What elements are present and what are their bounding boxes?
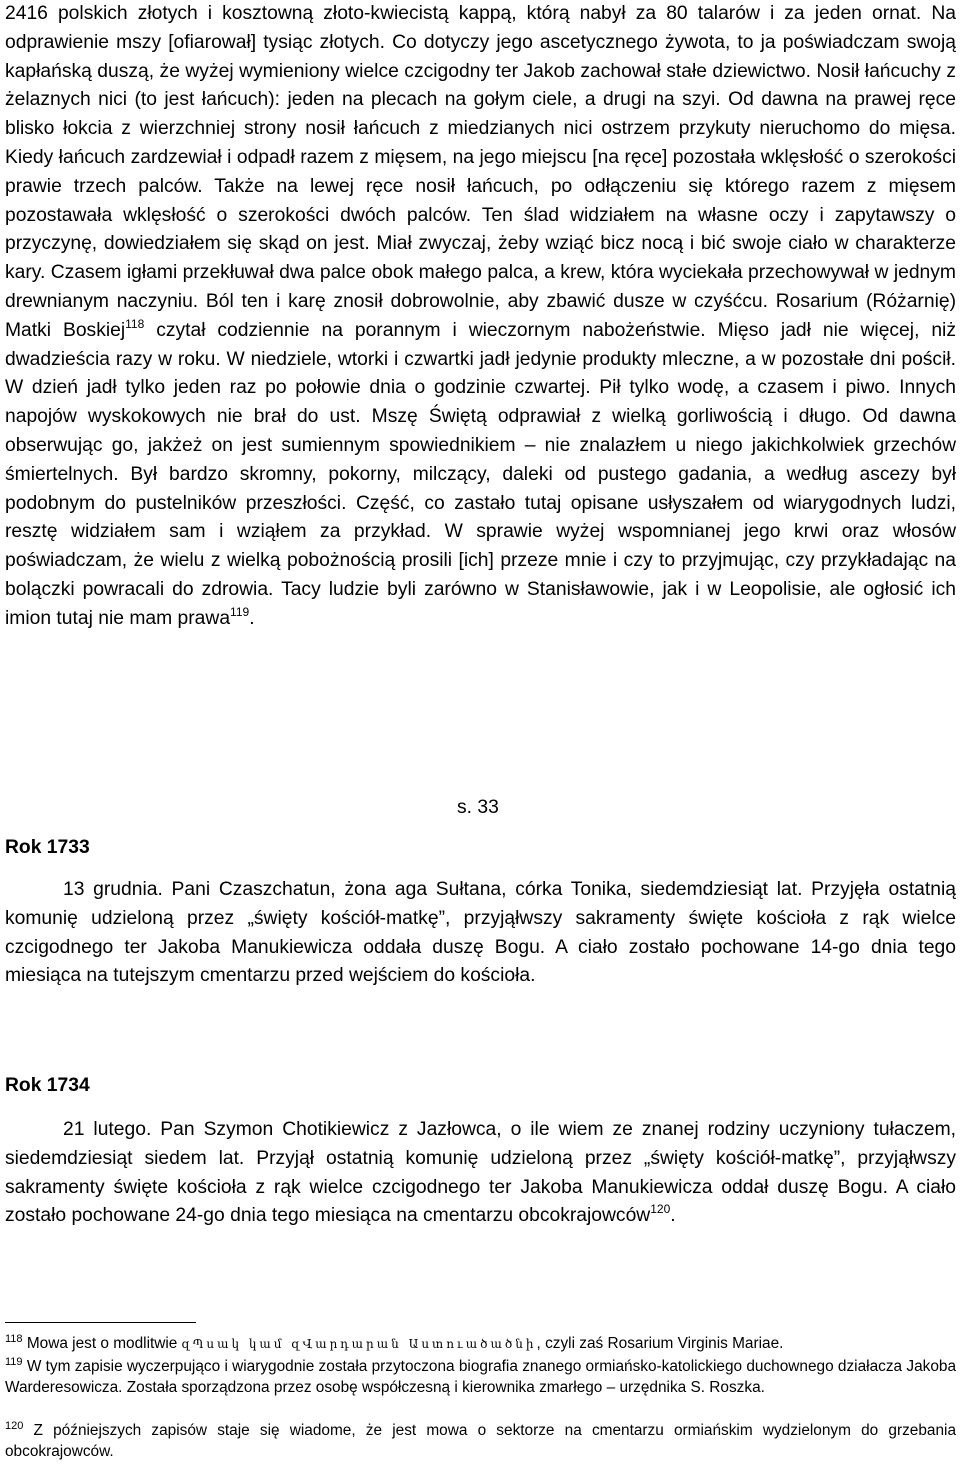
year-heading: Rok 1734	[5, 1075, 90, 1096]
year-heading: Rok 1733	[5, 837, 90, 858]
armenian-text: զՊսակ կամ զՎարդարան Աստուածածնի	[181, 1337, 537, 1351]
footnote-text: Mowa jest o modlitwie	[26, 1335, 182, 1352]
footnote-ref-120[interactable]: 120	[650, 1202, 671, 1217]
register-entry	[5, 876, 956, 991]
entry-text: 13 grudnia. Pani Czaszchatun, żona aga Sułtana, córka Tonika, siedemdziesiąt lat. Przyjęła ostatnią komunię udzieloną przez „święty kościół-matkę”, przyjąłwszy sakramenty święte kościoła z rąk wielce czcigodnego ter Jakoba Manukiewicza oddała duszę Bogu. A ciało zostało pochowane 14-go dnia tego miesiąca na tutejszym cmentarzu przed wejściem do kościoła.	[5, 879, 956, 987]
footnote	[5, 1333, 956, 1355]
footnote-number: 119	[5, 1356, 23, 1368]
footnote-text: , czyli zaś Rosarium Virginis Mariae.	[536, 1335, 784, 1352]
page-number: s. 33	[457, 797, 499, 818]
footnote-text: W tym zapisie wyczerpująco i wiarygodnie została przytoczona biografia znanego ormiańsko-katolickiego duchownego działacza Jakoba Warderesowicza. Została sporządzona przez osobę współczesną i kierownika zmarłego – urzędnika S. Roszka.	[5, 1358, 956, 1396]
footnote	[5, 1356, 956, 1398]
footnote-text: Z późniejszych zapisów staje się wiadome, że jest mowa o sektorze na cmentarzu ormiańskim wydzielonym do grzebania obcokrajowców.	[5, 1422, 957, 1460]
entry-text: 21 lutego. Pan Szymon Chotikiewicz z Jazłowca, o ile wiem ze znanej rodziny uczyniony tułaczem, siedemdziesiąt siedem lat. Przyjął ostatnią komunię udzieloną przez „święty kościół-matkę”, przyjąłwszy sakramenty święte kościoła z rąk wielce czcigodnego ter Jakoba Manukiewicza oddał duszę Bogu. A ciało zostało pochowane 24-go dnia tego miesiąca na cmentarzu obcokrajowców	[5, 1119, 956, 1227]
paragraph-text: 2416 polskich złotych i kosztowną złoto-kwiecistą kappą, którą nabył za 80 talarów i za jeden ornat. Na odprawienie mszy [ofiarował] tysiąc złotych. Co dotyczy jego ascetycznego żywota, to ja poświadczam swoją kapłańską duszą, że wyżej wymieniony wielce czcigodny ter Jakob zachował stałe dziewictwo. Nosił łańcuchy z żelaznych nici (to jest łańcuch): jeden na plecach na gołym ciele, a drugi na szyi. Od dawna na prawej ręce blisko łokcia z wierzchniej strony nosił łańcuch z miedzianych nici ostrzem przykuty nieruchomo do mięsa. Kiedy łańcuch zardzewiał i odpadł razem z mięsem, na jego miejscu [na ręce] pozostała wklęsłość o szerokości prawie trzech palców. Także na lewej ręce nosił łańcuch, po odłączeniu się którego razem z mięsem pozostawała wklęsłość o szerokości dwóch palców. Ten ślad widziałem na własne oczy i zapytawszy o przyczynę, dowiedziałem się skąd on jest. Miał zwyczaj, żeby wziąć bicz nocą i bić swoje ciało w charakterze kary. Czasem igłami przekłuwał dwa palce obok małego palca, a krew, która wyciekała przechowywał w jednym drewnianym naczyniu. Ból ten i karę znosił dobrowolnie, aby zbawić dusze w czyśćcu. Rosarium (Różarnię) Matki Boskiej	[5, 3, 956, 341]
main-paragraph	[5, 0, 956, 634]
footnote	[5, 1420, 956, 1462]
paragraph-text: .	[249, 607, 255, 629]
paragraph-text: czytał codziennie na porannym i wieczornym nabożeństwie. Mięso jadł nie więcej, niż dwadzieścia razy w roku. W niedziele, wtorki i czwartki jadł jedynie produkty mleczne, a w pozostałe dni pościł. W dzień jadł tylko jeden raz po połowie dnia o godzinie czwartej. Pił tylko wodę, a czasem i piwo. Innych napojów wyskokowych nie brał do ust. Mszę Świętą odprawiał z wielką gorliwością i długo. Od dawna obserwując go, jakżeż on jest sumiennym spowiednikiem – nie znalazłem u niego jakichkolwiek grzechów śmiertelnych. Był bardzo skromny, pokorny, milczący, daleki od pustego gadania, a według ascezy był podobnym do pustelników przeszłości. Część, co zastało tutaj opisane usłyszałem od wiarygodnych ludzi, resztę widziałem sam i wziąłem za przykład. W sprawie wyżej wspomnianej jego krwi oraz włosów poświadczam, że wielu z wielką pobożnością prosili [ich] przeze mnie i czy to przyjmując, czy przykładając na bolączki powracali do zdrowia. Tacy ludzie byli zarówno w Stanisławowie, jak i w Leopolisie, ale ogłosić ich imion tutaj nie mam prawa	[5, 319, 956, 629]
entry-text: .	[670, 1205, 676, 1227]
footnote-number: 118	[5, 1333, 23, 1345]
footnote-ref-119[interactable]: 119	[230, 604, 250, 619]
register-entry	[5, 1116, 956, 1231]
footnote-separator	[5, 1322, 196, 1323]
footnote-ref-118[interactable]: 118	[125, 316, 145, 331]
footnote-number: 120	[5, 1420, 24, 1432]
